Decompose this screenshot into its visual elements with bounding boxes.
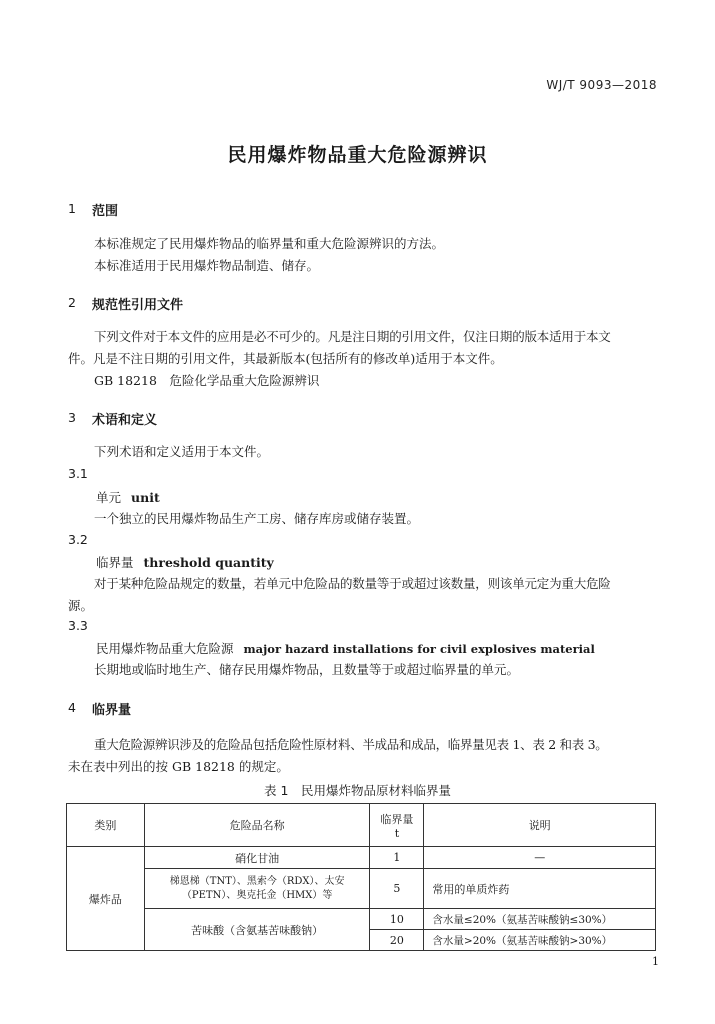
header-quantity <box>370 804 424 847</box>
standard-code: WJ/T 9093—2018 <box>546 78 657 92</box>
raw-materials-threshold-table <box>66 803 656 951</box>
term-3-2-definition-line-2: 源。 <box>68 598 94 613</box>
table-caption: 表 1 民用爆炸物品原材料临界量 <box>264 783 451 798</box>
row-note: 含水量≤20%（氨基苦味酸钠≤30%） <box>424 909 656 930</box>
section-4-para-line-2: 未在表中列出的按 GB 18218 的规定。 <box>68 759 289 774</box>
section-2-title: 规范性引用文件 <box>92 298 184 313</box>
row-name-line-1: 梯恩梯（TNT）、黑索今（RDX）、太安 <box>169 875 345 887</box>
row-note: 含水量>20%（氨基苦味酸钠>30%） <box>424 930 656 951</box>
row-note: — <box>424 847 656 869</box>
category-cell: 爆炸品 <box>67 847 145 951</box>
term-3-1-number: 3.1 <box>68 466 88 481</box>
term-3-2-number: 3.2 <box>68 532 88 547</box>
table-row <box>67 869 656 909</box>
header-name: 危险品名称 <box>144 804 370 847</box>
row-name-line-2: （PETN）、奥克托金（HMX）等 <box>181 889 333 901</box>
section-3-number: 3 <box>68 410 76 425</box>
row-name <box>144 869 370 909</box>
term-3-2-definition-line-1: 对于某种危险品规定的数量，若单元中危险品的数量等于或超过该数量，则该单元定为重大危险 <box>94 576 611 591</box>
section-1-number: 1 <box>68 201 76 216</box>
term-3-3-number: 3.3 <box>68 618 88 633</box>
table-row <box>67 909 656 930</box>
normative-reference: GB 18218 危险化学品重大危险源辨识 <box>94 373 320 388</box>
section-3-intro: 下列术语和定义适用于本文件。 <box>94 444 270 459</box>
term-3-2-en: threshold quantity <box>143 555 274 570</box>
section-4-title: 临界量 <box>92 703 132 718</box>
section-4-para-line-1: 重大危险源辨识涉及的危险品包括危险性原材料、半成品和成品，临界量见表 1、表 2 和表 3。 <box>94 737 608 752</box>
term-3-3-heading <box>96 639 595 657</box>
row-note: 常用的单质炸药 <box>424 869 656 909</box>
term-3-3-definition: 长期地或临时地生产、储存民用爆炸物品，且数量等于或超过临界量的单元。 <box>94 662 520 677</box>
section-2-para-line-2: 件。凡是不注日期的引用文件，其最新版本(包括所有的修改单)适用于本文件。 <box>68 351 503 366</box>
section-1-title: 范围 <box>92 204 119 219</box>
row-name: 硝化甘油 <box>144 847 370 869</box>
header-note: 说明 <box>424 804 656 847</box>
term-3-2-heading <box>96 553 274 571</box>
term-3-2-cn: 临界量 <box>96 555 134 570</box>
row-name: 苦味酸（含氨基苦味酸钠） <box>144 909 370 951</box>
page-number: 1 <box>652 955 659 968</box>
term-3-3-en: major hazard installations for civil explosives material <box>243 642 595 656</box>
term-3-1-cn: 单元 <box>96 490 122 505</box>
document-title: 民用爆炸物品重大危险源辨识 <box>227 144 488 166</box>
row-quantity: 20 <box>370 930 424 951</box>
row-quantity: 10 <box>370 909 424 930</box>
term-3-3-cn: 民用爆炸物品重大危险源 <box>96 641 234 656</box>
term-3-1-en: unit <box>131 490 160 505</box>
section-1-para-2: 本标准适用于民用爆炸物品制造、储存。 <box>94 258 320 273</box>
header-quantity-unit: t <box>394 826 400 840</box>
section-2-para-line-1: 下列文件对于本文件的应用是必不可少的。凡是注日期的引用文件，仅注日期的版本适用于本文 <box>94 329 611 344</box>
term-3-1-definition: 一个独立的民用爆炸物品生产工房、储存库房或储存装置。 <box>94 511 420 526</box>
row-quantity: 5 <box>370 869 424 909</box>
section-4-number: 4 <box>68 700 76 715</box>
table-row <box>67 847 656 869</box>
section-2-number: 2 <box>68 295 76 310</box>
table-header-row <box>67 804 656 847</box>
header-category: 类别 <box>67 804 145 847</box>
section-1-para-1: 本标准规定了民用爆炸物品的临界量和重大危险源辨识的方法。 <box>94 236 445 251</box>
row-quantity: 1 <box>370 847 424 869</box>
term-3-1-heading <box>96 488 160 506</box>
header-quantity-label: 临界量 <box>380 812 414 826</box>
section-3-title: 术语和定义 <box>92 413 158 428</box>
